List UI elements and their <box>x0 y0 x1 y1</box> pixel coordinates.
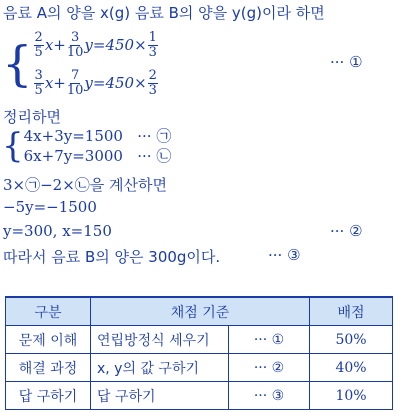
row-category: 답 구하기 <box>6 382 91 410</box>
header-score: 배점 <box>310 297 393 326</box>
conclusion-text: 따라서 음료 B의 양은 300g이다. <box>3 248 221 266</box>
row-score: 40% <box>310 354 393 382</box>
compute-line: 3×㉠−2×㉡을 계산하면 <box>3 176 168 194</box>
table-row <box>6 354 393 382</box>
header-category: 구분 <box>6 297 91 326</box>
row-criterion: 답 구하기 <box>91 382 229 410</box>
system1-row2: $\frac{3}{5}$ x+ $\frac{7}{10}$ y=450× $\frac{2}{3}$ <box>34 67 157 98</box>
setup-text: 음료 A의 양을 x(g) 음료 B의 양을 y(g)이라 하면 <box>3 4 325 22</box>
grading-table <box>5 296 393 410</box>
row-criterion: 연립방정식 세우기 <box>91 326 229 354</box>
fraction: $\frac{7}{10}$ <box>66 67 84 98</box>
fraction: $\frac{3}{10}$ <box>66 29 84 60</box>
left-brace: { <box>2 36 33 92</box>
fraction: $\frac{2}{3}$ <box>148 67 157 98</box>
marker-2: ··· ② <box>330 222 363 240</box>
equation-system-2 <box>2 126 171 166</box>
header-criterion: 채점 기준 <box>91 297 310 326</box>
system2-row1: 4x+3y=1500 ··· ㉠ <box>23 127 172 145</box>
table-row <box>6 326 393 354</box>
table-header-row <box>6 297 393 326</box>
row-marker: ··· ① <box>229 326 310 354</box>
result-1: −5y=−1500 <box>3 198 97 216</box>
equation-system-1 <box>2 26 159 102</box>
row-category: 문제 이해 <box>6 326 91 354</box>
result-2: y=300, x=150 <box>3 222 112 240</box>
simplify-label: 정리하면 <box>3 108 61 126</box>
left-brace: { <box>2 126 24 166</box>
system2-row2: 6x+7y=3000 ··· ㉡ <box>23 147 172 165</box>
row-score: 50% <box>310 326 393 354</box>
fraction: $\frac{3}{5}$ <box>34 67 43 98</box>
system1-row1: $\frac{2}{5}$ x+ $\frac{3}{10}$ y=450× $\frac{1}{3}$ <box>34 29 157 60</box>
row-marker: ··· ③ <box>229 382 310 410</box>
table-row <box>6 382 393 410</box>
row-category: 해결 과정 <box>6 354 91 382</box>
marker-1: ··· ① <box>330 53 363 71</box>
row-marker: ··· ② <box>229 354 310 382</box>
fraction: $\frac{1}{3}$ <box>148 29 157 60</box>
row-criterion: x, y의 값 구하기 <box>91 354 229 382</box>
marker-3: ··· ③ <box>268 246 301 264</box>
fraction: $\frac{2}{5}$ <box>34 29 43 60</box>
row-score: 10% <box>310 382 393 410</box>
